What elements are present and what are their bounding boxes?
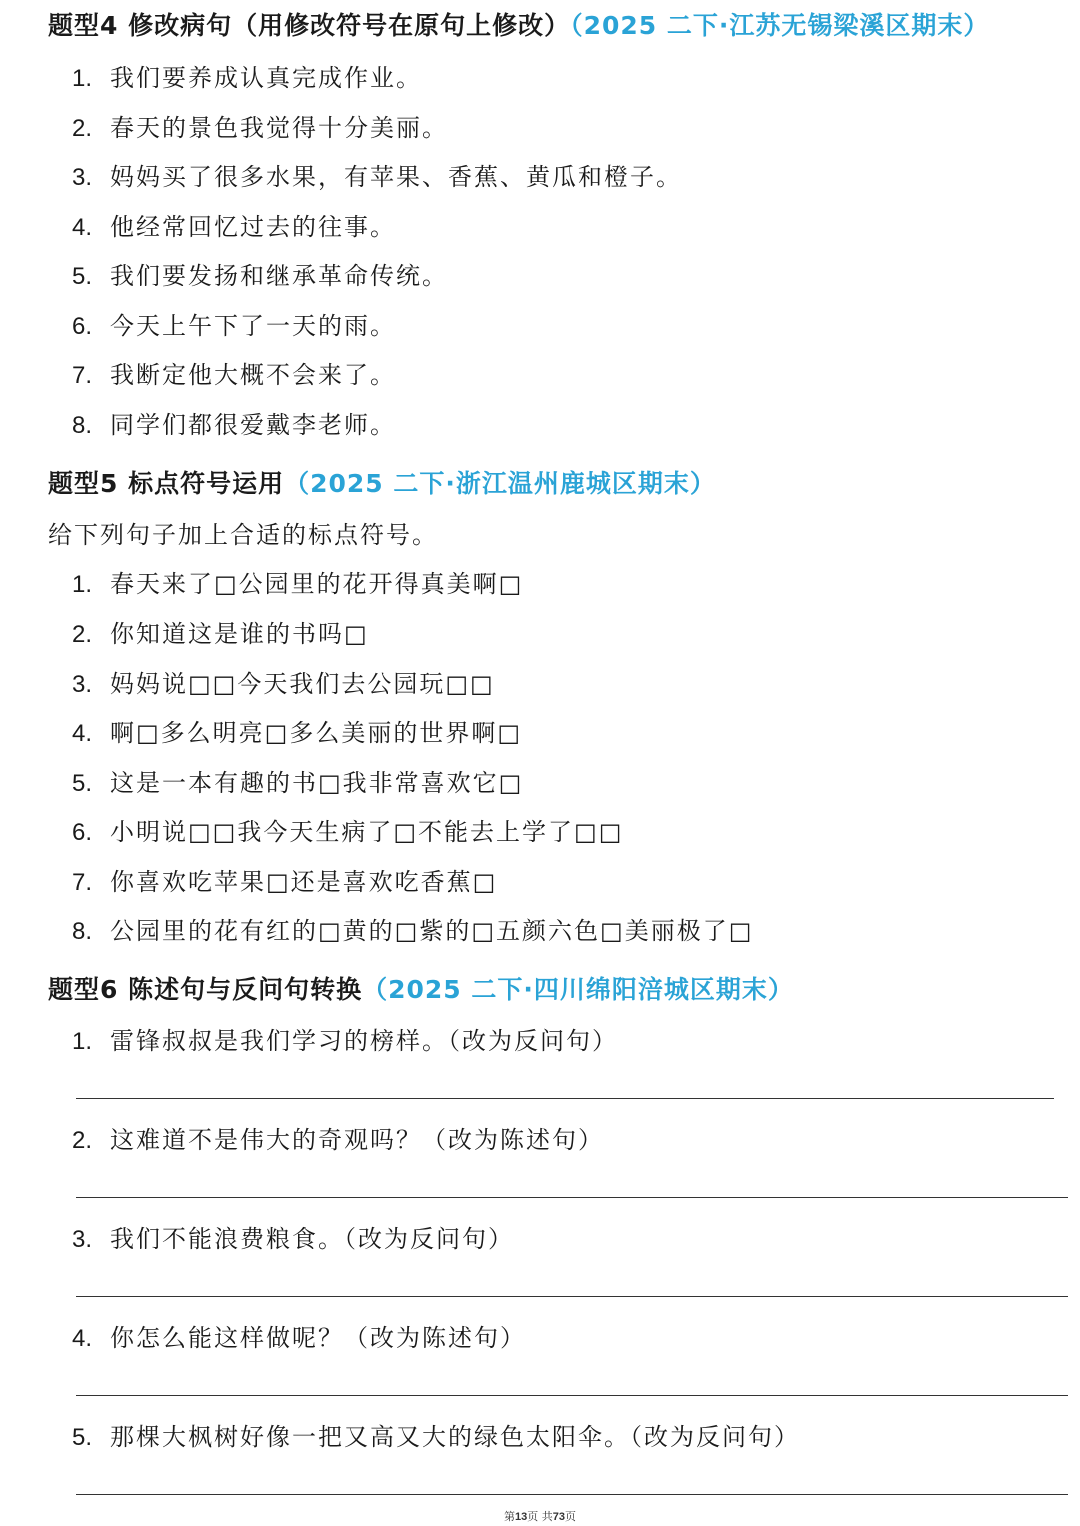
list-item: 3. 妈妈买了很多水果，有苹果、香蕉、黄瓜和橙子。: [72, 163, 682, 191]
section5-title: 题型5 标点符号运用: [48, 469, 285, 498]
section6-heading: [48, 970, 794, 1006]
section4-title: 题型4 修改病句（用修改符号在原句上修改）: [48, 11, 571, 40]
answer-line: [76, 1197, 1068, 1198]
section6-source: （2025 二下·四川绵阳涪城区期末）: [362, 975, 794, 1004]
list-item: 4. 你怎么能这样做呢？（改为陈述句）: [72, 1324, 526, 1352]
section6-title: 题型6 陈述句与反问句转换: [48, 975, 363, 1004]
list-item: 7. 你喜欢吃苹果□还是喜欢吃香蕉□: [72, 868, 498, 896]
section5-instruction: 给下列句子加上合适的标点符号。: [48, 521, 438, 549]
list-item: 8. 公园里的花有红的□黄的□紫的□五颜六色□美丽极了□: [72, 917, 754, 945]
page-footer: 第13页 共73页: [504, 1510, 576, 1523]
list-item: 5. 这是一本有趣的书□我非常喜欢它□: [72, 769, 524, 797]
section5-heading: [48, 464, 716, 500]
section5-source: （2025 二下·浙江温州鹿城区期末）: [284, 469, 716, 498]
list-item: 4. 啊□多么明亮□多么美丽的世界啊□: [72, 719, 523, 747]
answer-line: [76, 1296, 1068, 1297]
list-item: 6. 今天上午下了一天的雨。: [72, 312, 396, 340]
list-item: 2. 你知道这是谁的书吗□: [72, 620, 369, 648]
list-item: 5. 那棵大枫树好像一把又高又大的绿色太阳伞。（改为反问句）: [72, 1423, 800, 1451]
list-item: 1. 我们要养成认真完成作业。: [72, 64, 422, 92]
list-item: 2. 这难道不是伟大的奇观吗？（改为陈述句）: [72, 1126, 604, 1154]
list-item: 3. 妈妈说□□今天我们去公园玩□□: [72, 670, 495, 698]
section4-heading: [48, 6, 989, 42]
list-item: 4. 他经常回忆过去的往事。: [72, 213, 396, 241]
answer-line: [76, 1395, 1068, 1396]
list-item: 2. 春天的景色我觉得十分美丽。: [72, 114, 448, 142]
answer-line: [76, 1494, 1068, 1495]
list-item: 3. 我们不能浪费粮食。（改为反问句）: [72, 1225, 514, 1253]
section4-source: （2025 二下·江苏无锡梁溪区期末）: [570, 11, 990, 40]
list-item: 1. 雷锋叔叔是我们学习的榜样。（改为反问句）: [72, 1027, 618, 1055]
page-total: 73: [552, 1511, 565, 1523]
list-item: 1. 春天来了□公园里的花开得真美啊□: [72, 570, 524, 598]
answer-line: [76, 1098, 1054, 1099]
list-item: 6. 小明说□□我今天生病了□不能去上学了□□: [72, 818, 624, 846]
list-item: 7. 我断定他大概不会来了。: [72, 361, 396, 389]
list-item: 8. 同学们都很爱戴李老师。: [72, 411, 396, 439]
page-number: 13: [515, 1511, 528, 1523]
list-item: 5. 我们要发扬和继承革命传统。: [72, 262, 448, 290]
